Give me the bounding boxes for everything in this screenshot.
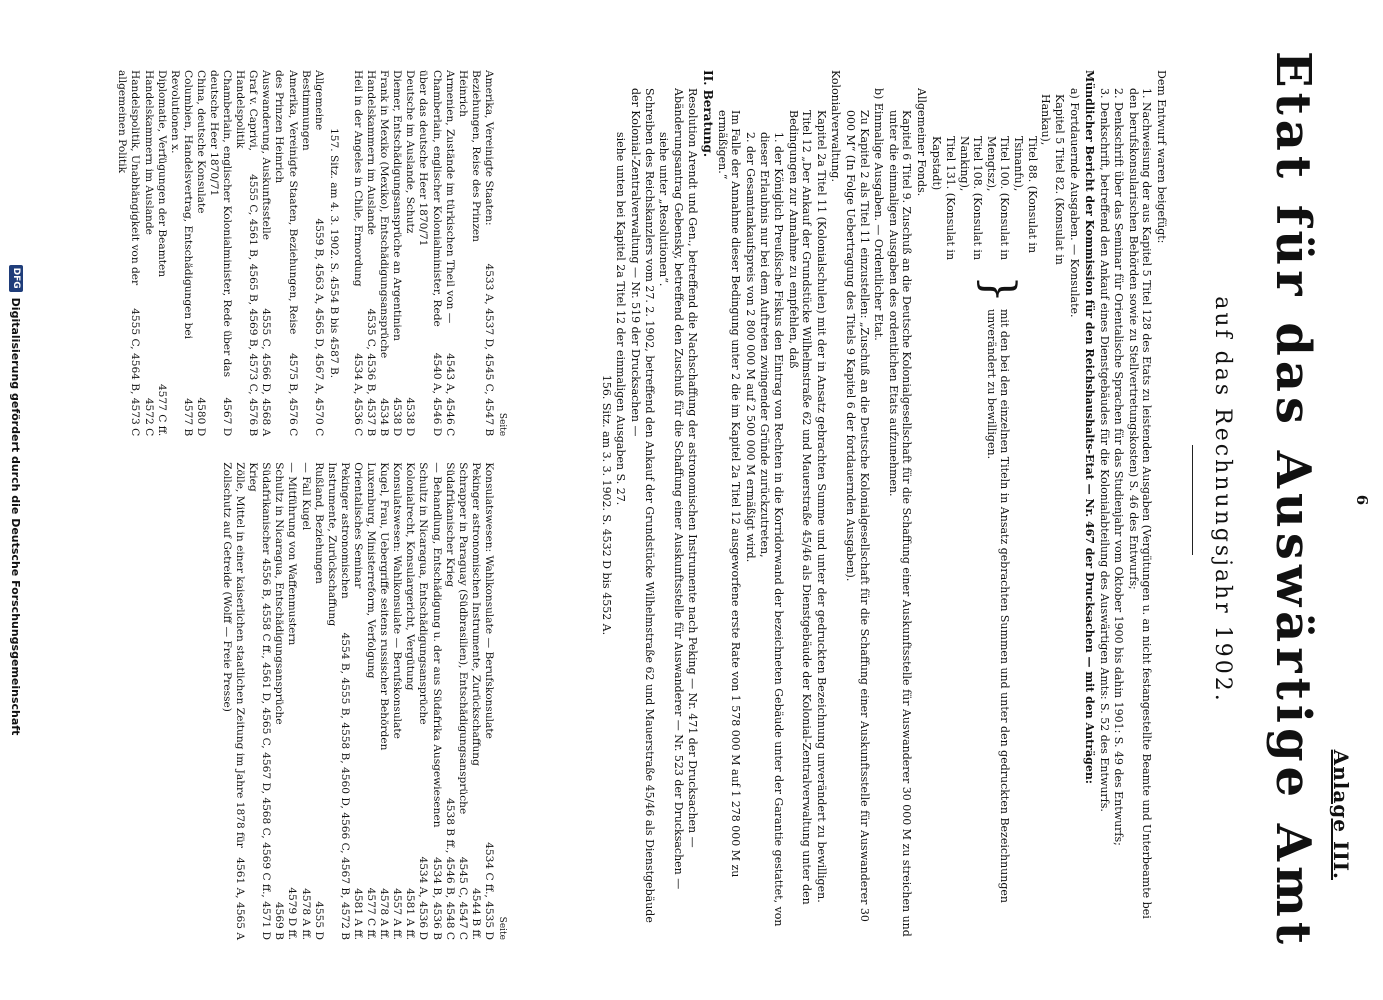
intro-item-3: 3. Denkschrift, betreffend den Ankauf eines Dienstgebäudes für die Kolonialabteilung des Auswärtigen Amts: S. 52 des Entwurfs. (1097, 88, 1111, 812)
index-entry-title: — Mitführung von Waffenmustern (286, 462, 299, 646)
index-entry-title: Pekinger astronomischen Instrumente, Zurückschaffung (469, 462, 482, 766)
page-subtitle: auf das Rechnungsjahr 1902. (1210, 296, 1235, 704)
index-entry (194, 70, 207, 436)
index-entry (390, 70, 403, 436)
index-entry (377, 462, 390, 940)
index-entry-pages: 4534 A, 4536 C (351, 353, 364, 437)
condition-2: 2. der Gesamtankaufspreis von 2 800 000 M auf 2 500 000 M ermäßigt wird. (743, 132, 757, 563)
index-entry-pages: 4575 B, 4576 C (286, 352, 299, 437)
index-entry-title: Handelspolitik, Unabhängigkeit von der allgemeinen Politik (116, 70, 142, 286)
resolution-text: Resolution Arendt und Gen., betreffend die Nachschaffung der astronomischen Instrumente nach Peking — Nr. 471 der Drucksachen — (686, 88, 700, 848)
amendment-text: Abänderungsantrag Gebensky, betreffend den Zuschuß für die Schaffung einer Auskunftsstelle für Auswanderer — Nr. 523 der Drucksachen — (671, 88, 685, 890)
index-entry-pages: 4533 A, 4537 D, 4545 C, 4547 B (482, 263, 495, 437)
page-number: 6 (1353, 494, 1371, 506)
index-entry (443, 70, 456, 436)
index-entry-pages: 4555 C, 4564 B, 4573 C (129, 308, 142, 437)
index-entry-title: Allgemeine Bestimmungen (299, 70, 325, 151)
index-entry (364, 462, 377, 940)
index-entry (233, 70, 259, 436)
index-entry-title: Armenien, Zustände im türkischen Theil von — (443, 70, 456, 324)
index-entry-title: Chamberlain, englischer Kolonialminister, Rede über das deutsche Heer 1870/71 (417, 70, 443, 327)
index-entry-pages: 4569 B (273, 901, 286, 940)
index-entry (469, 462, 482, 940)
index-entry-title: Schultz in Nicaragua, Entschädigungsansprüche (417, 462, 430, 725)
index-entry-title: Handelskammern im Auslande (365, 70, 378, 235)
index-entry-pages: 4555 D (312, 901, 325, 940)
index-entry (351, 70, 364, 436)
index-entry-pages: 4577 B (181, 398, 194, 437)
index-entry-pages: 4581 A ff. (351, 888, 364, 940)
index-entry (141, 70, 154, 436)
sitzung-156: 156. Sitz. am 3. 3. 1902. S. 4532 D bis 4552 A. (599, 374, 613, 636)
index-entry-pages: 4540 A, 4546 D (430, 352, 443, 437)
kapitel-5-block (930, 70, 1066, 940)
document-page (83, 0, 1383, 1000)
condition-1: 1. der Königlich Preußische Fiskus den Eintrag von Rechten in die Korridorwand der bezeichneten Gebäude unter der Garantie gestattet, von dieser Erlaubnis nur bei dem Auftreten zwingender Gründe zurückzutreten, (758, 132, 785, 927)
index-entry-pages: 4556 B, 4558 C ff., 4561 D, 4565 C, 4567 D, 4568 C, 4569 C ff., 4571 D (260, 558, 273, 940)
index-entry-title: Amerika, Vereinigte Staaten: Beziehungen, Reise des Prinzen Heinrich (456, 70, 495, 243)
kapitel-5-decision: mit den bei den einzelnen Titeln in Ansatz gebrachten Summen und unter den gedruckten Bezeichnungen unverändert zu bewilligen. (984, 309, 1012, 903)
index-entry-pages: 4538 B ff., 4546 B, 4548 C (443, 797, 456, 940)
index-entry-title: Zölle, Mittel in einer kaiserlichen staatlichen Zeitung im Jahre 1878 für Zollschutz auf Getreide (Wolff — Freie Presse) (221, 462, 247, 848)
kapitel-6-text: Kapitel 6 Titel 9. Zuschuß an die Deutsche Kolonialgesellschaft für die Schaffung einer Auskunftsstelle für Auswanderer 30 000 M zu streichen und unter die einmaligen Ausgaben des ordentlichen Etats aufzunehmen. (886, 110, 914, 937)
spacer (342, 70, 351, 436)
schreiben-text: Schreiben des Reichskanzlers vom 27. 2. 1902, betreffend den Ankauf der Grundstücke Wilhelmstraße 62 und Mauerstraße 45/46 als Dienstgebäude der Kolonial-Zentralverwaltung — Nr. 519 der Drucksachen — (629, 88, 656, 923)
index-entry-pages: 4577 C ff. (365, 887, 378, 940)
index-entry (456, 70, 495, 436)
intro-item-1: 1. Nachweisung der aus Kapitel 5 Titel 128 des Etats zu leistenden Ausgaben (Vergütungen u. an nicht festangestellte Beamte und Unterbeamte bei den berufskonsularischen Behörden sowie zu Stellvertretungskosten) S. 46 des Entwurfs; (1126, 88, 1154, 919)
index-entry-title: Kugel, Frau, Uebergriffe seitens russischer Behörden (378, 462, 391, 751)
index-entry-pages: 4572 C (142, 397, 155, 437)
beratung-heading: II. Beratung. (701, 70, 715, 158)
allgemeiner-fonds: Allgemeiner Fonds. (914, 88, 928, 197)
index-entry (443, 462, 456, 940)
index-entry (364, 70, 377, 436)
index-entry-title: Konsulatswesen: Wahlkonsulate — Berufskonsulate (391, 462, 404, 739)
index-entry (416, 70, 442, 436)
index-entry (246, 462, 272, 940)
index-entry (456, 462, 469, 940)
index-entry (429, 462, 442, 940)
kapitel-5-lines (930, 94, 1066, 269)
index-entry-pages: 4543 A, 4546 C (443, 353, 456, 437)
index-entry (312, 462, 325, 940)
index-entry-pages: 4578 A ff. (299, 888, 312, 940)
index-entry (272, 70, 298, 436)
report-lead: Mündlicher Bericht der Kommission für den Reichshaushalts-Etat — Nr. 467 der Drucksachen — mit den Anträgen: (1083, 70, 1097, 784)
index-entry-pages: 4535 C, 4536 B, 4537 B (365, 308, 378, 437)
index-entry-title: Orientalisches Seminar (351, 462, 364, 589)
kolonialverwaltung-heading: Kolonialverwaltung. (829, 70, 843, 182)
index-entry-title: Heil in der Angeles in Chile, Ermordung (351, 70, 364, 287)
index-entry-title: Schrapper in Paraguay (Südbrasilien), Entschädigungsansprüche (456, 462, 469, 815)
index-entry (377, 70, 390, 436)
siehe-resolutionen: siehe unter „Resolutionen“. (657, 132, 671, 287)
index-entry-pages: 4534 C ff., 4535 D (482, 842, 495, 940)
kapitel-2a-text: Kapitel 2a Titel 11 (Kolonialschulen) mit der in Ansatz gebrachten Summe und unter der gedruckten Bezeichnung unverändert zu bewilligen. (814, 110, 828, 903)
index-entry-pages: 4555 C, 4561 B, 4565 B, 4569 B, 4573 C, 4576 B (247, 174, 260, 437)
siehe-kapitel: siehe unten bei Kapitel 2a Titel 12 der einmaligen Ausgaben S. 27. (614, 132, 628, 506)
index-entry (155, 70, 168, 436)
index-entry-pages: 4554 B, 4555 B, 4558 B, 4560 D, 4566 C, 4567 B, 4572 B (338, 632, 351, 940)
index-entry-title: Chamberlain, englischer Kolonialminister, Rede über das deutsche Heer 1870/71 (208, 70, 234, 378)
index-entry (403, 462, 416, 940)
footer-text: Digitalisierung gefördert durch die Deutsche Forschungsgemeinschaft (9, 297, 23, 736)
kapitel-5-line: Titel 131. (Konsulat in Kapstadt) (930, 136, 958, 261)
index-entry-title: Südafrikanischer Krieg (247, 462, 273, 555)
index-entry (115, 70, 141, 436)
index-entry-title: — Fall Kugel (299, 462, 312, 531)
index-entry-pages: 4577 C ff. (155, 383, 168, 437)
index-entry (325, 462, 351, 940)
dfg-logo: DFG (9, 265, 23, 292)
index-entry-pages: 4561 A, 4565 A (234, 857, 247, 940)
index-entry-pages: 4544 B ff. (469, 888, 482, 940)
index-entry-title: Columbien, Handelsvertrag, Entschädigungen bei Revolutionen x. (168, 70, 194, 340)
curly-brace: } (972, 275, 1024, 303)
index-entry (299, 70, 325, 436)
condition-end: Im Falle der Annahme dieser Bedingung unter 2 die im Kapitel 2a Titel 12 ausgeworfene erste Rate von 1 578 000 M auf 1 278 000 M zu ermäßigen.“ (715, 110, 743, 878)
index-entry-pages: 4538 D (391, 397, 404, 437)
kapitel-5-line: Titel 108. (Konsulat in Nanking), (957, 136, 985, 261)
index-entry-pages: 4534 B (378, 398, 391, 437)
kapitel-5-line: Titel 88. (Konsulat in Tsinanfu), (1012, 136, 1039, 254)
index-entry (168, 70, 194, 436)
digitization-footer (4, 0, 28, 1000)
index-entry-title: Diemer, Entschädigungsansprüche an Argentinien (391, 70, 404, 341)
title-rule (1192, 445, 1193, 555)
intro-lead: Dem Entwurf waren beigefügt: (1155, 70, 1168, 244)
index-entry (416, 462, 429, 940)
intro-item-2: 2. Denkschrift über das Seminar für Orientalische Sprachen für das Studienjahr vom Oktober 1900 bis dahin 1901: S. 49 des Entwurfs; (1112, 88, 1126, 846)
index-entry-title: Kolonialrecht, Konsulargericht, Vergütung (404, 462, 417, 691)
kapitel-5-line: Kapitel 5 Titel 82. (Konsulat in Hankau), (1039, 94, 1066, 265)
index-entry-title: Auswanderung, Auskunftsstelle (260, 70, 273, 240)
index-entry-pages: 4567 D (221, 397, 234, 437)
annex-label: Anlage III. (1329, 749, 1353, 880)
index-entry (390, 462, 403, 940)
index-entry-pages: 4580 D (194, 397, 207, 437)
index-entry-pages: 4534 B, 4536 B (430, 857, 443, 940)
index-list-bottom (115, 70, 325, 436)
index-entry-title: Schultz in Nicaragua, Entschädigungsansprüche (273, 462, 286, 725)
page-title: Etat für das Auswärtige Amt (1265, 51, 1321, 949)
index-entry (351, 462, 364, 940)
index-entry-title: Rußland, Beziehungen (312, 462, 325, 584)
index-column-left (115, 70, 508, 436)
index-entry-pages: 4557 A ff. (391, 888, 404, 940)
index-entry (285, 462, 298, 940)
sitzung-157: 157. Sitz. am 4. 3. 1902. S. 4554 B bis 4587 B. (327, 128, 340, 379)
index-entry-title: Frank in Mexiko (Mexiko), Entschädigungsansprüche (378, 70, 391, 359)
index-entry-title: — Behandlung, Entschädigung u. der aus Südafrika Ausgewiesenen (430, 462, 443, 828)
index-entry-pages: 4534 A, 4536 D (417, 856, 430, 940)
einmalige-text: Zu Kapitel 2 als Titel 11 einzustellen: „Zuschuß an die Deutsche Kolonialgesellschaft für die Schaffung einer Auskunftsstelle für Auswanderer 30 000 M“ (In Folge Uebertragung des Titels 9 Kapitel 6 der fortdauernden Ausgaben). (843, 110, 871, 922)
index-entry-title: Graf v. Caprivi, Handelspolitik (234, 70, 260, 151)
index-entry-title: Deutsche im Auslande, Schutz (404, 70, 417, 234)
index-list-top (351, 70, 495, 436)
index-entry-title: Amerika, Vereinigte Staaten, Beziehungen, Reise des Prinzen Heinrich (273, 70, 299, 335)
fortdauernde-heading: a) Fortdauernde Ausgaben. — Konsulate. (1068, 88, 1082, 318)
index-entry (272, 462, 285, 940)
index-entry (299, 462, 312, 940)
kapitel-5-line: Titel 100. (Konsulat in Mengtsz), (984, 136, 1012, 261)
index-entry-pages: 4578 A ff. (378, 888, 391, 940)
index-entry-title: Diplomatie, Verfügungen der Beamten (155, 70, 168, 278)
index-entry-pages: 4559 B, 4563 A, 4565 D, 4567 A, 4570 C (312, 218, 325, 437)
index-entry-title: Pekinger astronomischen Instrumente, Zurückschaffung (325, 462, 351, 627)
index-entry-title: China, deutsche Konsulate (194, 70, 207, 214)
index-entry (403, 70, 416, 436)
index-entry-pages: 4579 D ff. (286, 887, 299, 940)
index-list-right (220, 462, 495, 940)
index-entry-title: Luxemburg, Ministerreform, Verfolgung (365, 462, 378, 679)
index-column-right (115, 462, 508, 940)
index-entry-title: Konsulatswesen: Wahlkonsulate — Berufskonsulate (482, 462, 495, 739)
index-entry-title: Südafrikanischer Krieg (443, 462, 456, 588)
main-body (598, 70, 1168, 940)
index-entry (482, 462, 495, 940)
index-entry-pages: 4538 D (404, 397, 417, 437)
index-entry (220, 462, 246, 940)
einmalige-heading: b) Einmalige Ausgaben. — Ordentlicher Etat. (872, 88, 886, 341)
index-entry-pages: 4545 C, 4547 C (456, 856, 469, 940)
index-entry-pages: 4581 A ff. (404, 888, 417, 940)
index-columns (115, 70, 508, 940)
index-entry (259, 70, 272, 436)
seite-label: Seite (497, 916, 507, 940)
index-entry-title: Handelskammern im Auslande (142, 70, 155, 235)
index-entry-pages: 4555 C, 4566 D, 4568 A (260, 308, 273, 437)
index-entry (207, 70, 233, 436)
seite-label: Seite (497, 412, 507, 437)
titel-12-text: Titel 12 „Der Ankauf der Grundstücke Wilhelmstraße 62 und Mauerstraße 45/46 als Dienstgebäude der Kolonial-Zentralverwaltung unter den Bedingungen zur Annahme zu empfehlen, daß (786, 110, 814, 905)
